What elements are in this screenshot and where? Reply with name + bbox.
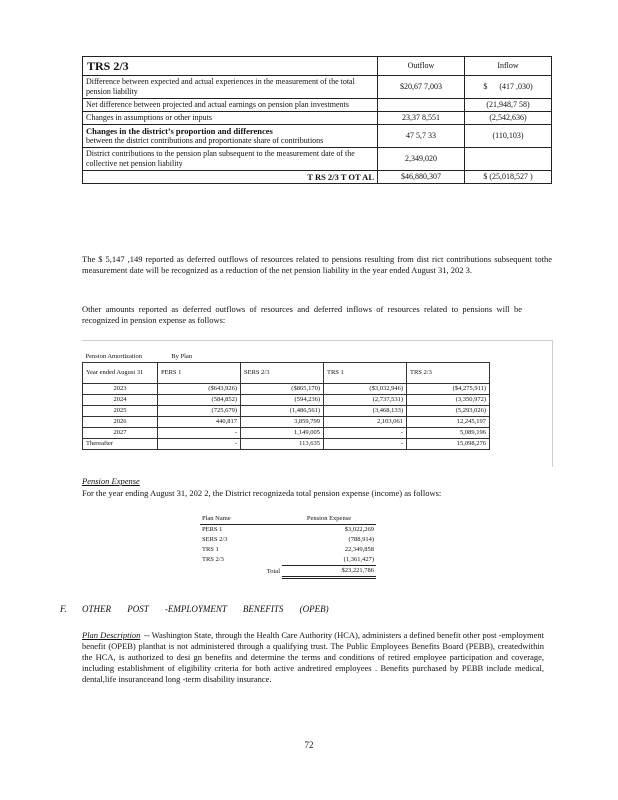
- value-cell: 5,089,196: [407, 428, 490, 439]
- plan-description-text: -- Washington State, through the Health Care Authority (HCA), administers a defined benefit other post -employment benefit (OPEB) planthat is not administered through a qualifying trust. The Public Employees Benefits Board (PEBB), createdwithin the HCA, is authorized to desi gn benefits and determine the terms and conditions of retired employee participation and coverage, including establishment of eligibility criteria for both active andretired employees . Benefits purchased by PEBB include medical, dental,life insuranceand long -term disability insurance.: [82, 630, 544, 684]
- table-row: [200, 555, 376, 566]
- table-row: [83, 439, 490, 450]
- row-label: Difference between expected and actual experiences in the measurement of the total pension liability: [83, 76, 378, 99]
- paragraph-deferred-outflows: The $ 5,147 ,149 reported as deferred outflows of resources related to pensions resulting from dist rict contributions subsequent tothe measurement date will be recognized as a reduction of the net pension liability in the year ended August 31, 202 3.: [82, 254, 552, 275]
- total-label: T RS 2/3 T OT AL: [83, 171, 378, 184]
- value-cell: 12,245,197: [407, 417, 490, 428]
- value-cell: (3,468,133): [324, 406, 407, 417]
- value-cell: 1,149,005: [241, 428, 324, 439]
- value-cell: -: [158, 428, 241, 439]
- row-outflow: [378, 99, 465, 112]
- table-row: [200, 525, 376, 536]
- row-inflow: [465, 148, 552, 171]
- pension-expense-paragraph: For the year ending August 31, 202 2, the District recognizeda total pension expense (income) as follows:: [82, 488, 442, 498]
- value-cell: (1,486,561): [241, 406, 324, 417]
- plan-name: SERS 2/3: [202, 536, 228, 543]
- amortization-table: [82, 352, 490, 450]
- section-title: OTHER POST -EMPLOYMENT BENEFITS (OPEB): [82, 604, 329, 614]
- year-cell: 2026: [83, 417, 158, 428]
- value-cell: ($643,926): [158, 384, 241, 395]
- trs-table-title: TRS 2/3: [83, 57, 378, 76]
- table-row: [83, 428, 490, 439]
- value-cell: 3,859,799: [241, 417, 324, 428]
- table-row: [83, 406, 490, 417]
- value-cell: (3,350,972): [407, 395, 490, 406]
- total-outflow: $46,880,307: [378, 171, 465, 184]
- row-inflow: (21,948,7 58): [465, 99, 552, 112]
- year-cell: 2023: [83, 384, 158, 395]
- amortization-header-row: [83, 363, 490, 384]
- value-cell: ($865,170): [241, 384, 324, 395]
- plan-name: TRS 2/3: [202, 556, 224, 564]
- total-inflow: $ (25,018,527 ): [465, 171, 552, 184]
- value-cell: (594,236): [241, 395, 324, 406]
- total-row: [200, 566, 376, 578]
- col-header: TRS 2/3: [407, 363, 490, 384]
- pension-expense-header-row: [200, 514, 376, 525]
- row-label-block: [83, 125, 378, 148]
- col-header: SERS 2/3: [241, 363, 324, 384]
- plan-name-header: Plan Name: [200, 514, 282, 525]
- value-cell: 113,635: [241, 439, 324, 450]
- col-header: PERS 1: [158, 363, 241, 384]
- table-row: [83, 148, 552, 171]
- row-label: District contributions to the pension plan subsequent to the measurement date of the collective net pension liability: [83, 148, 378, 171]
- row-label: Changes in assumptions or other inputs: [83, 112, 378, 125]
- page-number: 72: [304, 740, 314, 750]
- table-row: [200, 535, 376, 545]
- value-cell: ($4,275,911): [407, 384, 490, 395]
- row-inflow: (2,542,636): [465, 112, 552, 125]
- table-row: [83, 112, 552, 125]
- total-value: $23,221,786: [282, 566, 376, 578]
- year-cell: Thereafter: [83, 439, 158, 450]
- value-cell: -: [324, 439, 407, 450]
- value-cell: (5,293,026): [407, 406, 490, 417]
- table-row: [200, 545, 376, 555]
- paragraph-other-amounts: Other amounts reported as deferred outflows of resources and deferred inflows of resources related to pensions will be recognized in pension expense as follows:: [82, 304, 522, 325]
- inflow-header: Inflow: [465, 57, 552, 76]
- table-row: [83, 417, 490, 428]
- pension-expense-header: Pension Expense: [282, 514, 376, 525]
- year-cell: 2025: [83, 406, 158, 417]
- row-outflow: $20,67 7,003: [378, 76, 465, 99]
- inflow-dollar-sign: $: [483, 82, 488, 91]
- row-outflow: 2,349,020: [378, 148, 465, 171]
- row-outflow: 47 5,7 33: [378, 125, 465, 148]
- table-row: [83, 76, 552, 99]
- plan-expense: (1,361,427): [343, 556, 374, 563]
- year-cell: 2024: [83, 395, 158, 406]
- plan-expense: 22,349,858: [344, 546, 374, 553]
- value-cell: -: [158, 439, 241, 450]
- plan-expense: (788,914): [348, 536, 374, 543]
- total-row: [83, 171, 552, 184]
- plan-name: PERS 1: [202, 526, 223, 533]
- row-label: between the district contributions and proportionate share of contributions: [86, 136, 324, 145]
- value-cell: (2,737,531): [324, 395, 407, 406]
- table-row: [83, 395, 490, 406]
- value-cell: (584,852): [158, 395, 241, 406]
- table-row: [83, 384, 490, 395]
- pension-expense-heading: Pension Expense: [82, 476, 140, 486]
- section-letter: F.: [60, 604, 67, 614]
- year-ended-header: Year ended August 31: [83, 363, 158, 384]
- year-cell: 2027: [83, 428, 158, 439]
- plan-expense: $3,022,269: [344, 526, 374, 533]
- plan-description-heading: Plan Description: [82, 630, 141, 640]
- value-cell: ($3,032,946): [324, 384, 407, 395]
- value-cell: -: [324, 428, 407, 439]
- total-label: Total: [266, 567, 280, 575]
- row-heading: Changes in the district’s proportion and differences: [86, 126, 273, 136]
- amortization-title-row: [83, 352, 490, 363]
- row-label: Net difference between projected and actual earnings on pension plan investments: [83, 99, 378, 112]
- amortization-title: [83, 352, 241, 363]
- row-inflow: [465, 76, 552, 99]
- table-row: [83, 125, 552, 148]
- value-cell: 15,098,276: [407, 439, 490, 450]
- value-cell: (725,679): [158, 406, 241, 417]
- plan-name: TRS 1: [202, 546, 219, 553]
- pension-expense-table: [200, 514, 376, 579]
- amortization-title-b: By Plan: [171, 353, 193, 360]
- value-cell: 2,103,061: [324, 417, 407, 428]
- trs-deferred-table: [82, 56, 552, 184]
- amortization-title-a: Pension Amortization: [85, 353, 143, 360]
- table-row: [83, 99, 552, 112]
- trs-table-header: [83, 57, 552, 76]
- row-inflow: (110,103): [465, 125, 552, 148]
- outflow-header: Outflow: [378, 57, 465, 76]
- inflow-value: (417 ,030): [499, 82, 533, 91]
- row-outflow: 23,37 8,551: [378, 112, 465, 125]
- col-header: TRS 1: [324, 363, 407, 384]
- value-cell: 440,817: [158, 417, 241, 428]
